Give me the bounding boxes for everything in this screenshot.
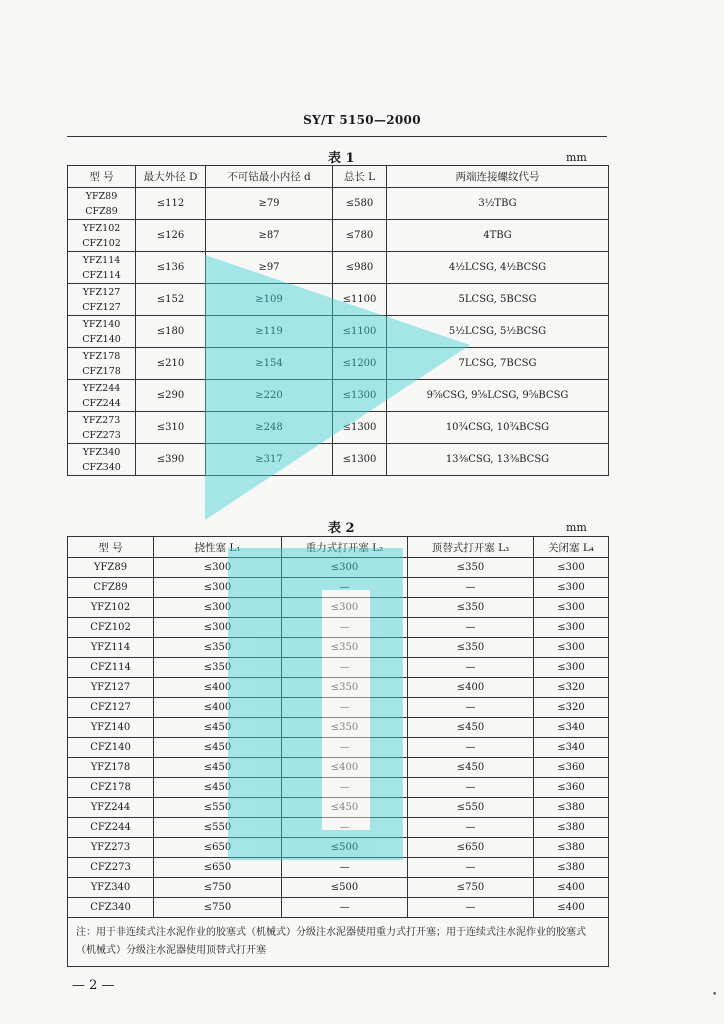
table1-row xyxy=(68,188,609,220)
table2-displacement-plug-cell: ≤350 xyxy=(408,558,534,578)
table2-row xyxy=(68,598,609,618)
table2-note-row xyxy=(68,918,609,967)
table2-row xyxy=(68,578,609,598)
table2-note: 注：用于非连续式注水泥作业的胶塞式（机械式）分级注水泥器使用重力式打开塞；用于连续式注水泥作业的胶塞式（机械式）分级注水泥器使用顶替式打开塞 xyxy=(68,918,609,967)
table2-model-cell: CFZ114 xyxy=(68,658,154,678)
table2-closing-plug-cell: ≤320 xyxy=(534,698,609,718)
table2-row xyxy=(68,778,609,798)
table2-gravity-plug-cell: ≤350 xyxy=(282,638,408,658)
table2-displacement-plug-cell: — xyxy=(408,698,534,718)
table1-thread-cell: 7LCSG, 7BCSG xyxy=(387,348,609,380)
standard-code: SY/T 5150—2000 xyxy=(303,113,421,127)
table2-model-cell: YFZ127 xyxy=(68,678,154,698)
table1-model-cell xyxy=(68,252,136,284)
table2-header-cell: 重力式打开塞 L₂ xyxy=(282,537,408,558)
table2-gravity-plug-cell: ≤500 xyxy=(282,878,408,898)
table2-flexible-plug-cell: ≤550 xyxy=(154,798,282,818)
table1-length-cell: ≤980 xyxy=(333,252,387,284)
table1-model-label: CFZ178 xyxy=(82,365,121,377)
table2-model-cell: YFZ340 xyxy=(68,878,154,898)
table1-header-cell: 最大外径 D xyxy=(136,166,206,188)
table2-row xyxy=(68,898,609,918)
table2-gravity-plug-cell: — xyxy=(282,858,408,878)
table2-flexible-plug-cell: ≤450 xyxy=(154,778,282,798)
table2-flexible-plug-cell: ≤650 xyxy=(154,838,282,858)
table1-model-label: YFZ102 xyxy=(82,222,121,234)
table1-thread-cell: 4½LCSG, 4½BCSG xyxy=(387,252,609,284)
table2-displacement-plug-cell: ≤450 xyxy=(408,718,534,738)
table2-closing-plug-cell: ≤380 xyxy=(534,838,609,858)
table2-gravity-plug-cell: ≤350 xyxy=(282,678,408,698)
table2-row xyxy=(68,818,609,838)
table1-min-id-cell: ≥79 xyxy=(206,188,333,220)
table2-flexible-plug-cell: ≤300 xyxy=(154,578,282,598)
table1-min-id-cell: ≥248 xyxy=(206,412,333,444)
table2-closing-plug-cell: ≤300 xyxy=(534,638,609,658)
table2-gravity-plug-cell: — xyxy=(282,898,408,918)
table2-closing-plug-cell: ≤360 xyxy=(534,778,609,798)
table2-displacement-plug-cell: ≤550 xyxy=(408,798,534,818)
table1-max-od-cell: ≤126 xyxy=(136,220,206,252)
table2-flexible-plug-cell: ≤750 xyxy=(154,878,282,898)
table1-thread-cell: 5½LCSG, 5½BCSG xyxy=(387,316,609,348)
table1-min-id-cell: ≥97 xyxy=(206,252,333,284)
table2-flexible-plug-cell: ≤750 xyxy=(154,898,282,918)
table2-model-cell: YFZ273 xyxy=(68,838,154,858)
table2-model-cell: YFZ140 xyxy=(68,718,154,738)
table1-thread-cell: 4TBG xyxy=(387,220,609,252)
table2-row xyxy=(68,638,609,658)
table1-model-cell xyxy=(68,188,136,220)
table2-displacement-plug-cell: ≤400 xyxy=(408,678,534,698)
table1-model-label: CFZ89 xyxy=(85,205,118,217)
table2-flexible-plug-cell: ≤450 xyxy=(154,758,282,778)
table2-closing-plug-cell: ≤380 xyxy=(534,858,609,878)
table2-model-cell: YFZ114 xyxy=(68,638,154,658)
table1-thread-cell: 5LCSG, 5BCSG xyxy=(387,284,609,316)
table1-length-cell: ≤1300 xyxy=(333,412,387,444)
table2-gravity-plug-cell: ≤350 xyxy=(282,718,408,738)
table2-caption: 表 2 xyxy=(328,521,355,536)
table1-model-cell xyxy=(68,444,136,476)
table2-gravity-plug-cell: — xyxy=(282,778,408,798)
table1-model-label: YFZ273 xyxy=(82,414,121,426)
table1-min-id-cell: ≥154 xyxy=(206,348,333,380)
table2-row xyxy=(68,718,609,738)
table2-gravity-plug-cell: ≤400 xyxy=(282,758,408,778)
table2-gravity-plug-cell: — xyxy=(282,698,408,718)
table2-row xyxy=(68,658,609,678)
table1-max-od-cell: ≤210 xyxy=(136,348,206,380)
table1-model-label: CFZ102 xyxy=(82,237,121,249)
table1-model-label: YFZ244 xyxy=(82,382,121,394)
table1-model-cell xyxy=(68,348,136,380)
table2-row xyxy=(68,698,609,718)
table2-closing-plug-cell: ≤340 xyxy=(534,718,609,738)
table2-flexible-plug-cell: ≤450 xyxy=(154,738,282,758)
table1-model-label: CFZ127 xyxy=(82,301,121,313)
table1-header-row xyxy=(68,166,609,188)
table2-model-cell: CFZ178 xyxy=(68,778,154,798)
table1-thread-cell: 3½TBG xyxy=(387,188,609,220)
table1-min-id-cell: ≥87 xyxy=(206,220,333,252)
table2-header-cell: 挠性塞 L₁ xyxy=(154,537,282,558)
table2-closing-plug-cell: ≤300 xyxy=(534,558,609,578)
table1-max-od-cell: ≤112 xyxy=(136,188,206,220)
table1-length-cell: ≤1200 xyxy=(333,348,387,380)
table2-model-cell: YFZ102 xyxy=(68,598,154,618)
table1-max-od-cell: ≤180 xyxy=(136,316,206,348)
table1-max-od-cell: ≤152 xyxy=(136,284,206,316)
table1-row xyxy=(68,316,609,348)
table2-model-cell: YFZ244 xyxy=(68,798,154,818)
table2-flexible-plug-cell: ≤350 xyxy=(154,638,282,658)
table2-model-cell: CFZ102 xyxy=(68,618,154,638)
table2-row xyxy=(68,858,609,878)
table2-row xyxy=(68,558,609,578)
table2-displacement-plug-cell: — xyxy=(408,738,534,758)
table1-model-cell xyxy=(68,220,136,252)
table1-header-cell: 不可钻最小内径 d xyxy=(206,166,333,188)
table2-row xyxy=(68,678,609,698)
table2-closing-plug-cell: ≤380 xyxy=(534,818,609,838)
table2-model-cell: CFZ273 xyxy=(68,858,154,878)
table1-model-label: CFZ114 xyxy=(82,269,121,281)
table2-header-cell: 关闭塞 L₄ xyxy=(534,537,609,558)
table1-header-cell: 两端连接螺纹代号 xyxy=(387,166,609,188)
table2-model-cell: CFZ89 xyxy=(68,578,154,598)
table2-gravity-plug-cell: — xyxy=(282,578,408,598)
table2-flexible-plug-cell: ≤550 xyxy=(154,818,282,838)
table2-header-row xyxy=(68,537,609,558)
table2-unit: mm xyxy=(566,521,587,534)
table1-model-cell xyxy=(68,380,136,412)
table1-min-id-cell: ≥109 xyxy=(206,284,333,316)
table2-closing-plug-cell: ≤300 xyxy=(534,598,609,618)
table2-row xyxy=(68,798,609,818)
table2-closing-plug-cell: ≤340 xyxy=(534,738,609,758)
table2-displacement-plug-cell: ≤350 xyxy=(408,598,534,618)
table1-model-label: CFZ140 xyxy=(82,333,121,345)
table1-caption: 表 1 xyxy=(328,151,355,166)
table2-displacement-plug-cell: ≤750 xyxy=(408,878,534,898)
table2-gravity-plug-cell: ≤300 xyxy=(282,558,408,578)
table2-flexible-plug-cell: ≤650 xyxy=(154,858,282,878)
table1-row xyxy=(68,252,609,284)
table1-length-cell: ≤1100 xyxy=(333,316,387,348)
table2-gravity-plug-cell: — xyxy=(282,818,408,838)
table2-closing-plug-cell: ≤400 xyxy=(534,898,609,918)
table2-flexible-plug-cell: ≤400 xyxy=(154,698,282,718)
table1-model-cell xyxy=(68,412,136,444)
table1-model-label: YFZ89 xyxy=(85,190,118,202)
table1-max-od-cell: ≤290 xyxy=(136,380,206,412)
table2-gravity-plug-cell: — xyxy=(282,738,408,758)
table2-displacement-plug-cell: — xyxy=(408,618,534,638)
table2-displacement-plug-cell: ≤450 xyxy=(408,758,534,778)
table1-thread-cell: 9⅝CSG, 9⅝LCSG, 9⅝BCSG xyxy=(387,380,609,412)
table1-model-label: CFZ340 xyxy=(82,461,121,473)
table2-model-cell: CFZ244 xyxy=(68,818,154,838)
header-rule xyxy=(67,136,607,137)
table1-header-cell: 型 号 xyxy=(68,166,136,188)
table1-max-od-cell: ≤390 xyxy=(136,444,206,476)
table2-displacement-plug-cell: — xyxy=(408,578,534,598)
table1-thread-cell: 13⅜CSG, 13⅜BCSG xyxy=(387,444,609,476)
table1-max-od-cell: ≤136 xyxy=(136,252,206,284)
table2-model-cell: YFZ89 xyxy=(68,558,154,578)
table2-gravity-plug-cell: — xyxy=(282,658,408,678)
table1-length-cell: ≤580 xyxy=(333,188,387,220)
table2-flexible-plug-cell: ≤300 xyxy=(154,598,282,618)
scan-mark: • xyxy=(712,990,718,1000)
table2-flexible-plug-cell: ≤300 xyxy=(154,558,282,578)
table2-closing-plug-cell: ≤300 xyxy=(534,658,609,678)
table1-min-id-cell: ≥119 xyxy=(206,316,333,348)
table1-length-cell: ≤1100 xyxy=(333,284,387,316)
table1-length-cell: ≤1300 xyxy=(333,380,387,412)
table2-closing-plug-cell: ≤320 xyxy=(534,678,609,698)
table1-row xyxy=(68,380,609,412)
page-number: — 2 — xyxy=(72,978,115,993)
table2-gravity-plug-cell: ≤500 xyxy=(282,838,408,858)
table2-header-cell: 型 号 xyxy=(68,537,154,558)
table2-closing-plug-cell: ≤360 xyxy=(534,758,609,778)
table2-flexible-plug-cell: ≤350 xyxy=(154,658,282,678)
table2-row xyxy=(68,758,609,778)
table1-model-label: CFZ273 xyxy=(82,429,121,441)
table1-model-label: YFZ127 xyxy=(82,286,121,298)
table1-thread-cell: 10¾CSG, 10¾BCSG xyxy=(387,412,609,444)
table2-displacement-plug-cell: ≤650 xyxy=(408,838,534,858)
table1-model-cell xyxy=(68,316,136,348)
table2-model-cell: CFZ340 xyxy=(68,898,154,918)
table1-length-cell: ≤1300 xyxy=(333,444,387,476)
table1-model-cell xyxy=(68,284,136,316)
table1-row xyxy=(68,284,609,316)
table2-row xyxy=(68,738,609,758)
table2-displacement-plug-cell: ≤350 xyxy=(408,638,534,658)
table2-displacement-plug-cell: — xyxy=(408,898,534,918)
table2-displacement-plug-cell: — xyxy=(408,658,534,678)
table1-row xyxy=(68,444,609,476)
table1 xyxy=(67,165,609,476)
table2-closing-plug-cell: ≤380 xyxy=(534,798,609,818)
table2-gravity-plug-cell: — xyxy=(282,618,408,638)
table2-model-cell: YFZ178 xyxy=(68,758,154,778)
table1-length-cell: ≤780 xyxy=(333,220,387,252)
table1-min-id-cell: ≥220 xyxy=(206,380,333,412)
table2-flexible-plug-cell: ≤400 xyxy=(154,678,282,698)
table1-model-label: YFZ340 xyxy=(82,446,121,458)
table2-closing-plug-cell: ≤300 xyxy=(534,618,609,638)
table1-header-cell: 总长 L xyxy=(333,166,387,188)
table2-header-cell: 顶替式打开塞 L₃ xyxy=(408,537,534,558)
table2-row xyxy=(68,618,609,638)
table1-model-label: YFZ140 xyxy=(82,318,121,330)
table2-displacement-plug-cell: — xyxy=(408,818,534,838)
table2-displacement-plug-cell: — xyxy=(408,858,534,878)
table2-model-cell: CFZ127 xyxy=(68,698,154,718)
table1-row xyxy=(68,412,609,444)
table1-model-label: CFZ244 xyxy=(82,397,121,409)
table2-gravity-plug-cell: ≤300 xyxy=(282,598,408,618)
table1-min-id-cell: ≥317 xyxy=(206,444,333,476)
table1-row xyxy=(68,348,609,380)
table2-displacement-plug-cell: — xyxy=(408,778,534,798)
table2 xyxy=(67,536,609,967)
table2-flexible-plug-cell: ≤450 xyxy=(154,718,282,738)
table2-row xyxy=(68,878,609,898)
table1-model-label: YFZ178 xyxy=(82,350,121,362)
table1-unit: mm xyxy=(566,151,587,164)
table2-flexible-plug-cell: ≤300 xyxy=(154,618,282,638)
table1-row xyxy=(68,220,609,252)
table2-model-cell: CFZ140 xyxy=(68,738,154,758)
table2-row xyxy=(68,838,609,858)
table2-closing-plug-cell: ≤400 xyxy=(534,878,609,898)
table2-gravity-plug-cell: ≤450 xyxy=(282,798,408,818)
table1-model-label: YFZ114 xyxy=(82,254,121,266)
table2-closing-plug-cell: ≤300 xyxy=(534,578,609,598)
table1-max-od-cell: ≤310 xyxy=(136,412,206,444)
